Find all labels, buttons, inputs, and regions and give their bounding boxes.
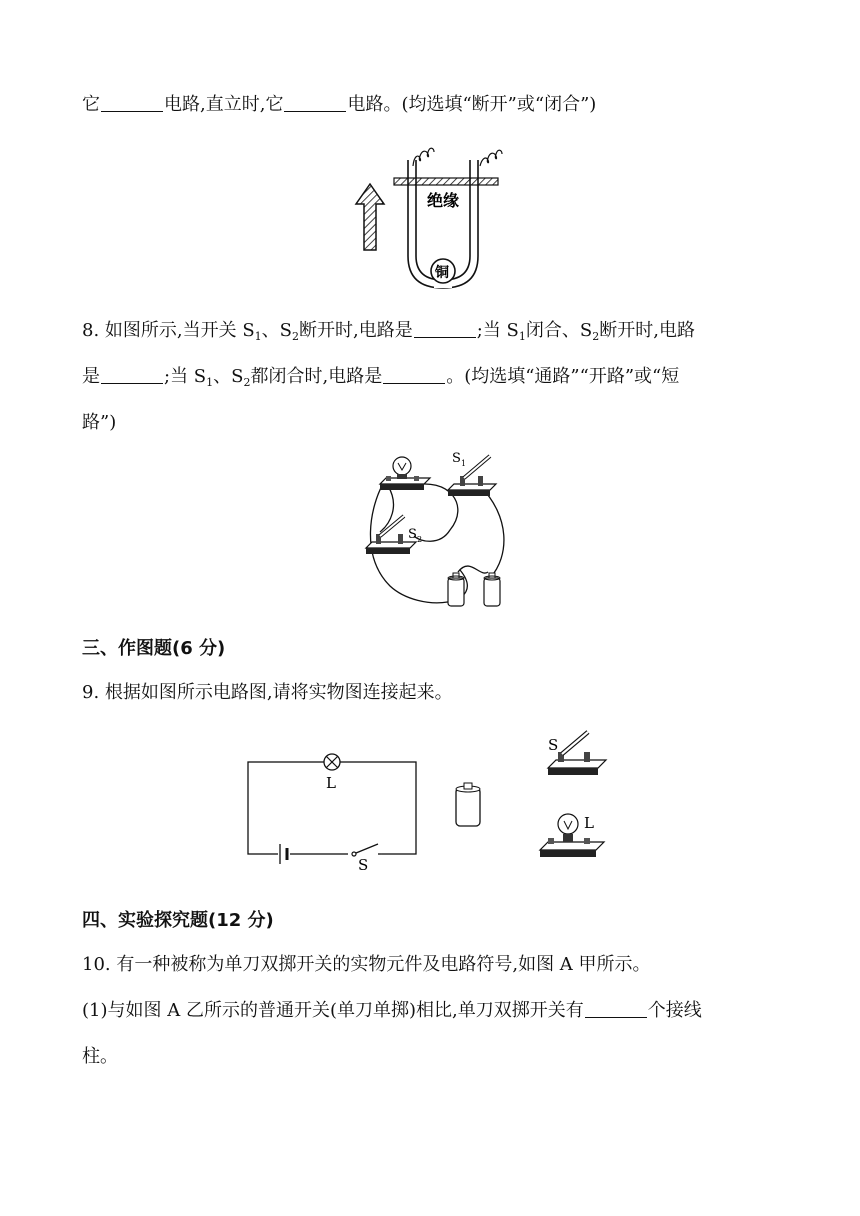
tilt-switch-figure: [348, 138, 508, 298]
q8-text-g: 是: [82, 366, 100, 387]
q7-mid: 电路,直立时,它: [164, 94, 284, 115]
q8-text-c: 断开时,电路是: [299, 320, 413, 341]
q8-line-3: [82, 410, 116, 436]
real-battery: [450, 780, 486, 830]
q10-part1-b: 个接线: [647, 1000, 702, 1021]
switch-label: S: [358, 856, 369, 874]
q8-blank-1[interactable]: [414, 319, 476, 338]
q9-circuit-diagram: [240, 744, 430, 874]
copper-label: 铜: [435, 265, 449, 281]
q10-part1-line-1: [82, 998, 702, 1024]
insulator-plate: [394, 178, 498, 185]
q7-prefix: 它: [82, 94, 100, 115]
q8-text-h: ;当 S: [164, 366, 207, 387]
lamp-board: [380, 457, 430, 490]
q8-text-k: 。(均选填“通路”“开路”或“短: [446, 366, 680, 387]
battery-icon: [484, 573, 500, 606]
lamp-symbol-icon: [324, 754, 340, 770]
q8-sub: 1: [518, 330, 526, 343]
q7-blank-2[interactable]: [284, 93, 346, 112]
q8-text-f: 断开时,电路: [599, 320, 695, 341]
bulb-icon: [558, 814, 578, 834]
q8-line-1: [82, 318, 695, 346]
q8-text-e: 闭合、S: [525, 320, 593, 341]
lamp-label: L: [326, 774, 336, 792]
q10-part1-a: (1)与如图 A 乙所示的普通开关(单刀单掷)相比,单刀双掷开关有: [82, 1000, 584, 1021]
switch-s1: [448, 451, 496, 496]
real-switch: [544, 726, 616, 782]
wire: [480, 486, 504, 578]
insulator-label: 绝缘: [427, 191, 460, 210]
q8-text-l: 路”): [82, 412, 117, 433]
wire-coil-right: [480, 150, 502, 166]
q8-circuit-figure: [340, 446, 520, 616]
s1-label: S: [452, 451, 461, 466]
real-lamp-label: L: [584, 814, 594, 832]
s2-label: S: [408, 527, 417, 542]
section-3-title: 三、作图题(6 分): [82, 638, 226, 659]
q8-sub: 2: [592, 330, 600, 343]
q8-blank-3[interactable]: [383, 365, 445, 384]
battery-symbol-icon: [278, 842, 290, 866]
q10-part1-line-2: 柱。: [82, 1046, 118, 1067]
q7-suffix: 电路。(均选填“断开”或“闭合”): [347, 94, 597, 115]
s1-sub: 1: [461, 459, 467, 468]
q10-blank-1[interactable]: [585, 999, 647, 1018]
q8-sub: 2: [243, 376, 251, 389]
s2-sub: 2: [417, 535, 423, 544]
switch-s2: [366, 516, 422, 554]
bulb-icon: [393, 457, 411, 475]
q8-text-b: 、S: [261, 320, 293, 341]
q10-text: 10. 有一种被称为单刀双掷开关的实物元件及电路符号,如图 A 甲所示。: [82, 954, 651, 975]
q7-blank-1[interactable]: [101, 93, 163, 112]
wire: [458, 566, 488, 573]
q8-text-a: 8. 如图所示,当开关 S: [82, 320, 255, 341]
real-switch-label: S: [548, 736, 559, 754]
battery-icon: [448, 573, 464, 606]
q8-text-i: 、S: [213, 366, 244, 387]
up-arrow-icon: [356, 184, 384, 250]
q8-sub: 1: [206, 376, 214, 389]
q8-sub: 2: [292, 330, 300, 343]
q8-sub: 1: [254, 330, 262, 343]
section-4-title: 四、实验探究题(12 分): [82, 910, 274, 931]
real-lamp: [534, 808, 614, 864]
q8-line-2: [82, 364, 679, 392]
q8-text-d: ;当 S: [476, 320, 519, 341]
q8-text-j: 都闭合时,电路是: [250, 366, 383, 387]
q8-blank-2[interactable]: [101, 365, 163, 384]
q7-text: [82, 92, 596, 118]
q9-text: 9. 根据如图所示电路图,请将实物图连接起来。: [82, 682, 453, 703]
